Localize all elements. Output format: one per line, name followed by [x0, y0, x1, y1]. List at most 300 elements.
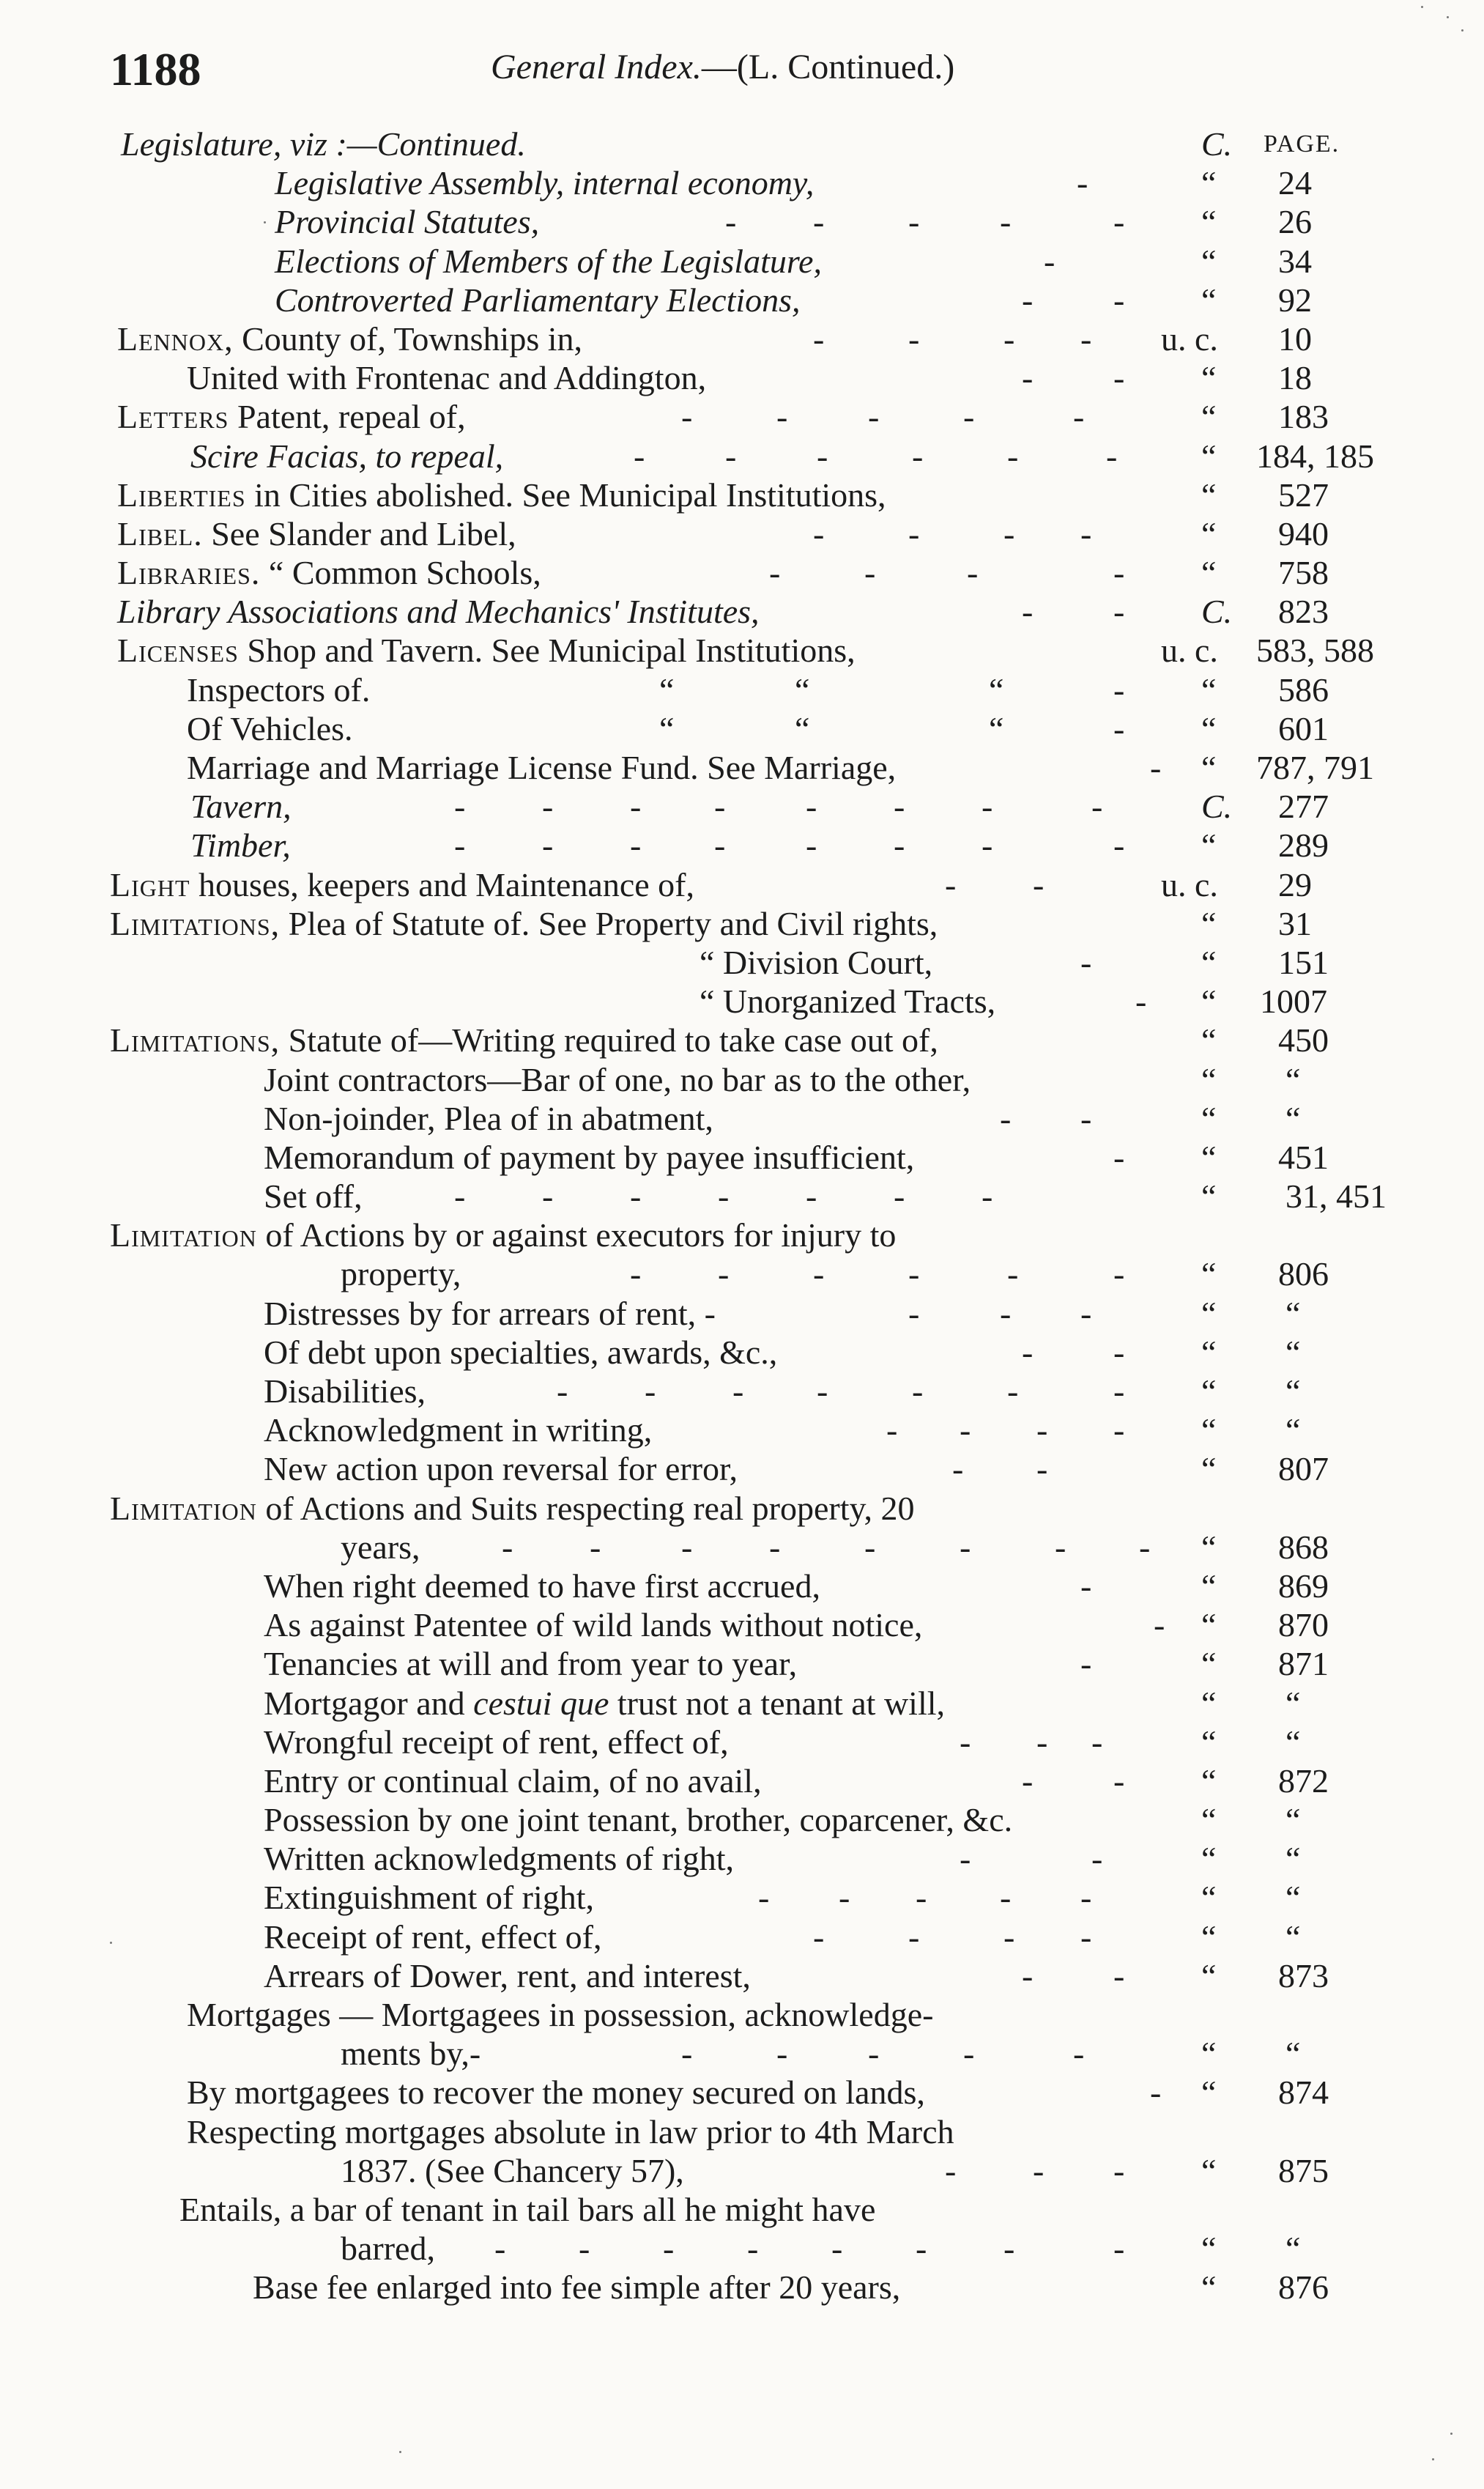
leader-dash: -: [714, 788, 726, 826]
entry-text: [264, 1800, 1012, 1839]
entry-description: years,: [341, 1528, 420, 1566]
index-entry: [0, 2229, 1484, 2268]
entry-description: Wrongful receipt of rent, effect of,: [264, 1723, 729, 1761]
entry-description: Provincial Statutes,: [275, 203, 540, 241]
page-ref: “: [1285, 1099, 1301, 1137]
page-ref: 871: [1278, 1645, 1329, 1683]
volume-ref: “: [1201, 2035, 1217, 2073]
running-title: [491, 47, 954, 87]
page-ref: 289: [1278, 826, 1329, 865]
entry-text: [264, 1917, 601, 1956]
leader-dash: -: [1091, 1840, 1103, 1878]
leader-dash: -: [1007, 437, 1019, 475]
volume-ref: “: [1201, 1294, 1217, 1332]
leader-dash: -: [894, 1177, 905, 1216]
entry-text: [117, 514, 516, 553]
entry-description: of Actions and Suits respecting real property, 20: [256, 1489, 915, 1527]
entry-text: [264, 1605, 922, 1644]
entry-text: [253, 2268, 900, 2307]
index-entry: [0, 982, 1484, 1021]
leader-dash: -: [868, 398, 880, 436]
volume-ref: “: [1201, 514, 1217, 552]
leader-dash: -: [839, 1879, 850, 1917]
entry-description: Shop and Tavern. See Municipal Institutions,: [238, 632, 856, 670]
leader-dash: -: [945, 2151, 957, 2189]
index-entry: [0, 1567, 1484, 1605]
leader-dash: -: [1073, 2035, 1085, 2073]
leader-dash: -: [663, 2230, 675, 2268]
leader-dash: -: [1113, 593, 1125, 631]
entry-heading: Licenses: [117, 632, 239, 670]
leader-dash: -: [1106, 437, 1118, 475]
entry-description: Written acknowledgments of right,: [264, 1840, 734, 1878]
index-entry: [0, 1800, 1484, 1839]
entry-description: New action upon reversal for error,: [264, 1450, 738, 1488]
entry-description: Patent, repeal of,: [229, 398, 466, 436]
entry-heading: Limitations,: [110, 1021, 281, 1059]
leader-dash: -: [831, 2230, 843, 2268]
leader-dash: -: [1080, 1917, 1092, 1956]
leader-dash: -: [1036, 1411, 1048, 1449]
entry-description: Marriage and Marriage License Fund. See Marriage,: [187, 749, 897, 786]
entry-text: [110, 865, 694, 904]
volume-ref: “: [1201, 1177, 1217, 1216]
volume-ref: “: [1201, 1138, 1217, 1176]
volume-ref: “: [1201, 1917, 1217, 1956]
entry-text: [264, 1177, 363, 1216]
entry-description: property,: [341, 1255, 461, 1293]
leader-dash: -: [817, 437, 828, 475]
page-ref: 151: [1278, 943, 1329, 981]
index-entry: [0, 125, 1484, 163]
entry-text: [264, 1410, 652, 1449]
page-ref: “: [1285, 1333, 1301, 1371]
ditto-mark: “: [989, 670, 1004, 709]
leader-dash: -: [967, 554, 979, 592]
entry-description: of Actions by or against executors for injury to: [256, 1216, 897, 1254]
leader-dash: -: [714, 826, 726, 865]
index-entry: [0, 1528, 1484, 1567]
entry-description: Memorandum of payment by payee insufficient,: [264, 1138, 915, 1176]
volume-ref: “: [1201, 203, 1217, 241]
leader-dash: -: [494, 2230, 506, 2268]
entry-text: [187, 1995, 933, 2034]
leader-dash: -: [1091, 788, 1103, 826]
leader-dash: -: [776, 2035, 788, 2073]
leader-dash: -: [1113, 1411, 1125, 1449]
entry-description: By mortgagees to recover the money secured on lands,: [187, 2074, 925, 2112]
leader-dash: -: [454, 788, 466, 826]
volume-ref: “: [1201, 1879, 1217, 1917]
index-entry: [0, 1917, 1484, 1956]
index-entry: [0, 281, 1484, 319]
entry-text: [187, 2112, 954, 2151]
page-ref: “: [1285, 2035, 1301, 2073]
entry-description: “ Unorganized Tracts,: [700, 983, 996, 1021]
leader-dash: -: [1022, 359, 1034, 397]
entry-heading: Lennox,: [117, 319, 234, 358]
leader-dash: -: [813, 203, 825, 241]
index-entry: [0, 904, 1484, 943]
index-entry: [0, 1216, 1484, 1254]
index-entry: [0, 242, 1484, 281]
entry-italic-part: Scire Facias,: [190, 437, 368, 475]
entry-description: Disabilities,: [264, 1372, 426, 1410]
leader-dash: -: [813, 319, 825, 358]
leader-dash: -: [963, 398, 975, 436]
page-ref: 10: [1278, 319, 1312, 358]
index-entry: [0, 1489, 1484, 1528]
leader-dash: -: [1150, 749, 1162, 786]
page-ref: 18: [1278, 359, 1312, 397]
leader-dash: -: [630, 1177, 642, 1216]
page-ref: “: [1285, 1801, 1301, 1839]
entry-text: [117, 592, 760, 631]
leader-dash: -: [681, 2035, 693, 2073]
entry-description: Joint contractors—Bar of one, no bar as to the other,: [264, 1060, 971, 1098]
entry-description: Legislative Assembly, internal economy,: [275, 164, 815, 202]
volume-ref: “: [1201, 398, 1217, 436]
leader-dash: -: [1022, 1333, 1034, 1371]
entry-text: [190, 787, 292, 826]
entry-text: [341, 2151, 684, 2190]
leader-dash: -: [1113, 2151, 1125, 2189]
entry-text: [117, 476, 886, 514]
leader-dash: -: [1113, 1761, 1125, 1800]
leader-dash: -: [1003, 514, 1015, 552]
page-number: 1188: [110, 43, 201, 95]
entry-text: [187, 709, 353, 748]
leader-dash: -: [1077, 164, 1088, 202]
volume-ref: “: [1201, 1761, 1217, 1800]
entry-text: [190, 826, 291, 865]
leader-dash: -: [1003, 2230, 1015, 2268]
page-ref: 758: [1278, 554, 1329, 592]
leader-dash: -: [1113, 1138, 1125, 1176]
page-ref: PAGE.: [1264, 130, 1340, 158]
leader-dash: -: [1000, 1294, 1012, 1332]
volume-ref: “: [1201, 670, 1217, 709]
entry-heading: Letters: [117, 398, 229, 436]
entry-description: Entry or continual claim, of no avail,: [264, 1761, 762, 1800]
leader-dash: -: [1080, 514, 1092, 552]
volume-ref: u. c.: [1161, 319, 1218, 358]
entry-text: [264, 1372, 426, 1410]
leader-dash: -: [1022, 1761, 1034, 1800]
leader-dash: -: [1135, 983, 1147, 1021]
page-ref: 940: [1278, 514, 1329, 552]
leader-dash: -: [1113, 1956, 1125, 1994]
index-entry: [0, 1956, 1484, 1995]
leader-dash: -: [960, 1840, 971, 1878]
entry-description: See Slander and Libel,: [202, 514, 516, 552]
entry-text: [264, 1878, 594, 1917]
entry-text: [110, 1021, 938, 1059]
page-ref: 29: [1278, 865, 1312, 903]
print-speck: [1421, 6, 1423, 8]
entry-text: [264, 1294, 716, 1333]
page-ref: 874: [1278, 2074, 1329, 2112]
ditto-mark: “: [659, 670, 675, 709]
entry-heading: Limitation: [110, 1216, 257, 1254]
leader-dash: -: [630, 1255, 642, 1293]
leader-dash: -: [864, 1528, 876, 1566]
leader-dash: -: [1000, 1879, 1012, 1917]
leader-dash: -: [894, 788, 905, 826]
leader-dash: -: [1080, 319, 1092, 358]
running-title-italic: General Index.: [491, 48, 702, 86]
leader-dash: -: [1007, 1372, 1019, 1410]
page-ref: 450: [1278, 1021, 1329, 1059]
entry-description: Distresses by for arrears of rent, -: [264, 1294, 716, 1332]
leader-dash: -: [1113, 1333, 1125, 1371]
entry-text: [264, 1138, 914, 1177]
leader-dash: -: [1080, 943, 1092, 981]
page-ref: 451: [1278, 1138, 1329, 1176]
entry-text: [275, 202, 539, 241]
volume-ref: u. c.: [1161, 865, 1218, 903]
entry-description: in Cities abolished. See Municipal Institutions,: [245, 476, 886, 514]
leader-dash: -: [725, 437, 737, 475]
volume-ref: “: [1201, 2230, 1217, 2268]
leader-dash: -: [1113, 2230, 1125, 2268]
print-speck: [399, 2451, 401, 2453]
page-ref: “: [1285, 1917, 1301, 1956]
entry-text: [275, 242, 822, 281]
leader-dash: -: [1091, 1723, 1103, 1761]
page-ref: 26: [1278, 203, 1312, 241]
leader-dash: -: [912, 1372, 924, 1410]
index-entry: [0, 1254, 1484, 1293]
leader-dash: -: [776, 398, 788, 436]
volume-ref: “: [1201, 943, 1217, 981]
entry-text: [264, 1333, 777, 1372]
leader-dash: -: [1154, 1606, 1165, 1644]
index-entry: [0, 1060, 1484, 1099]
page-ref: “: [1285, 1684, 1301, 1722]
entry-heading: Libraries.: [117, 554, 261, 592]
leader-dash: -: [1055, 1528, 1066, 1566]
volume-ref: “: [1201, 826, 1217, 865]
entry-description: Extinguishment of right,: [264, 1879, 595, 1917]
entry-description: Mortgagor and cestui que trust not a tenant at will,: [264, 1684, 946, 1722]
page-ref: “: [1285, 2230, 1301, 2268]
page-ref: “: [1285, 1723, 1301, 1761]
volume-ref: “: [1201, 359, 1217, 397]
entry-text: [110, 1489, 915, 1528]
volume-ref: “: [1201, 2268, 1217, 2307]
entry-description: Acknowledgment in writing,: [264, 1411, 653, 1449]
index-entry: [0, 2268, 1484, 2307]
leader-dash: -: [908, 203, 920, 241]
leader-dash: -: [542, 1177, 554, 1216]
leader-dash: -: [916, 2230, 927, 2268]
page-ref: “: [1285, 1879, 1301, 1917]
volume-ref: “: [1201, 1956, 1217, 1994]
page-ref: 601: [1278, 709, 1329, 747]
print-speck: [1447, 16, 1449, 18]
entry-text: [700, 982, 995, 1021]
index-entry: [0, 1878, 1484, 1917]
volume-ref: “: [1201, 1021, 1217, 1059]
leader-dash: -: [681, 1528, 693, 1566]
page-ref: 876: [1278, 2268, 1329, 2307]
leader-dash: -: [806, 826, 817, 865]
index-entry: [0, 163, 1484, 202]
entry-description: ments by,-: [341, 2035, 481, 2073]
print-speck: [1461, 29, 1463, 32]
index-entry: [0, 1294, 1484, 1333]
index-entry: [0, 631, 1484, 670]
index-entry: [0, 748, 1484, 787]
leader-dash: -: [1022, 1956, 1034, 1994]
entry-text: [121, 125, 526, 163]
entry-text: [341, 1254, 461, 1293]
volume-ref: “: [1201, 164, 1217, 202]
volume-ref: “: [1201, 709, 1217, 747]
entry-description: Statute of—Writing required to take case out of,: [280, 1021, 938, 1059]
entry-text: [110, 1216, 896, 1254]
page-ref: 184, 185: [1256, 437, 1374, 475]
volume-ref: “: [1201, 1060, 1217, 1098]
leader-dash: -: [1139, 1528, 1151, 1566]
page-ref: 586: [1278, 670, 1329, 709]
entry-text: [117, 553, 541, 592]
leader-dash: -: [1080, 1294, 1092, 1332]
entry-description: Possession by one joint tenant, brother, coparcener, &c.: [264, 1801, 1013, 1839]
leader-dash: -: [747, 2230, 759, 2268]
leader-dash: -: [1113, 554, 1125, 592]
leader-dash: -: [1044, 242, 1056, 280]
index-entry: [0, 1995, 1484, 2034]
leader-dash: -: [1113, 203, 1125, 241]
entry-description: Timber,: [190, 826, 291, 865]
page-ref: 872: [1278, 1761, 1329, 1800]
page-ref: “: [1285, 1294, 1301, 1332]
entry-description: Plea of Statute of. See Property and Civil rights,: [280, 904, 938, 942]
leader-dash: -: [945, 865, 957, 903]
leader-dash: -: [769, 554, 781, 592]
leader-dash: -: [1003, 1917, 1015, 1956]
leader-dash: -: [1036, 1723, 1048, 1761]
page-ref: “: [1285, 1411, 1301, 1449]
index-entry: [0, 553, 1484, 592]
volume-ref: “: [1201, 1723, 1217, 1761]
leader-dash: -: [960, 1723, 971, 1761]
page-ref: “: [1285, 1840, 1301, 1878]
volume-ref: “: [1201, 554, 1217, 592]
entry-text: [264, 1839, 734, 1878]
leader-dash: -: [1080, 1567, 1092, 1605]
entry-text: [264, 1956, 751, 1995]
page-ref: 869: [1278, 1567, 1329, 1605]
leader-dash: -: [1113, 1255, 1125, 1293]
leader-dash: -: [645, 1372, 656, 1410]
entry-text: [700, 943, 932, 982]
page-header: [110, 42, 1392, 101]
index-entry: [0, 1449, 1484, 1488]
entry-text: [187, 2073, 925, 2112]
entry-description: to repeal,: [367, 437, 504, 475]
index-entry: [0, 1644, 1484, 1683]
entry-text: [187, 670, 370, 709]
leader-dash: -: [1113, 670, 1125, 709]
leader-dash: -: [1113, 826, 1125, 865]
index-entry: [0, 943, 1484, 982]
leader-dash: -: [806, 788, 817, 826]
leader-dash: -: [1033, 865, 1045, 903]
entry-text: [110, 904, 938, 943]
page-ref: “: [1285, 1060, 1301, 1098]
leader-dash: -: [1113, 709, 1125, 747]
volume-ref: “: [1201, 1684, 1217, 1722]
volume-ref: “: [1201, 749, 1217, 786]
index-entry: [0, 709, 1484, 748]
entry-text: [341, 2034, 481, 2073]
volume-ref: “: [1201, 1567, 1217, 1605]
index-entry: [0, 787, 1484, 826]
leader-dash: -: [1080, 1879, 1092, 1917]
leader-dash: -: [960, 1411, 971, 1449]
entry-text: [264, 1684, 945, 1723]
entry-description: Non-joinder, Plea of in abatment,: [264, 1099, 713, 1137]
index-entry: [0, 1372, 1484, 1410]
entry-description: When right deemed to have first accrued,: [264, 1567, 820, 1605]
volume-ref: “: [1201, 242, 1217, 280]
leader-dash: -: [1000, 1099, 1012, 1137]
volume-ref: “: [1201, 1528, 1217, 1566]
leader-dash: -: [908, 1255, 920, 1293]
leader-dash: -: [982, 826, 993, 865]
entry-text: [264, 1723, 729, 1761]
leader-dash: -: [718, 1255, 730, 1293]
leader-dash: -: [908, 514, 920, 552]
index-entry: [0, 319, 1484, 358]
entry-text: [187, 748, 896, 787]
volume-ref: C.: [1201, 788, 1233, 826]
leader-dash: -: [542, 826, 554, 865]
entry-description: Respecting mortgages absolute in law prior to 4th March: [187, 2112, 954, 2150]
leader-dash: -: [886, 1411, 898, 1449]
entry-heading: Limitation: [110, 1489, 257, 1527]
leader-dash: -: [894, 826, 905, 865]
leader-dash: -: [1113, 281, 1125, 319]
entry-heading: Liberties: [117, 476, 246, 514]
page-ref: 875: [1278, 2151, 1329, 2189]
index-entry: [0, 2151, 1484, 2190]
ditto-mark: “: [989, 709, 1004, 747]
entry-description: Elections of Members of the Legislature,: [275, 242, 822, 280]
leader-dash: -: [732, 1372, 744, 1410]
entry-description: Of debt upon specialties, awards, &c.,: [264, 1333, 778, 1371]
page-ref: 527: [1278, 476, 1329, 514]
entry-description: Of Vehicles.: [187, 709, 353, 747]
leader-dash: -: [454, 826, 466, 865]
page-ref: 183: [1278, 398, 1329, 436]
leader-dash: -: [590, 1528, 601, 1566]
index-entry: [0, 1099, 1484, 1138]
ditto-mark: “: [795, 709, 810, 747]
ditto-mark: “: [795, 670, 810, 709]
print-speck: [1450, 2433, 1453, 2435]
leader-dash: -: [454, 1177, 466, 1216]
index-entry: [0, 1177, 1484, 1216]
leader-dash: -: [758, 1879, 770, 1917]
volume-ref: “: [1201, 2151, 1217, 2189]
leader-dash: -: [1003, 319, 1015, 358]
index-entry: [0, 1605, 1484, 1644]
entry-text: [264, 1644, 797, 1683]
